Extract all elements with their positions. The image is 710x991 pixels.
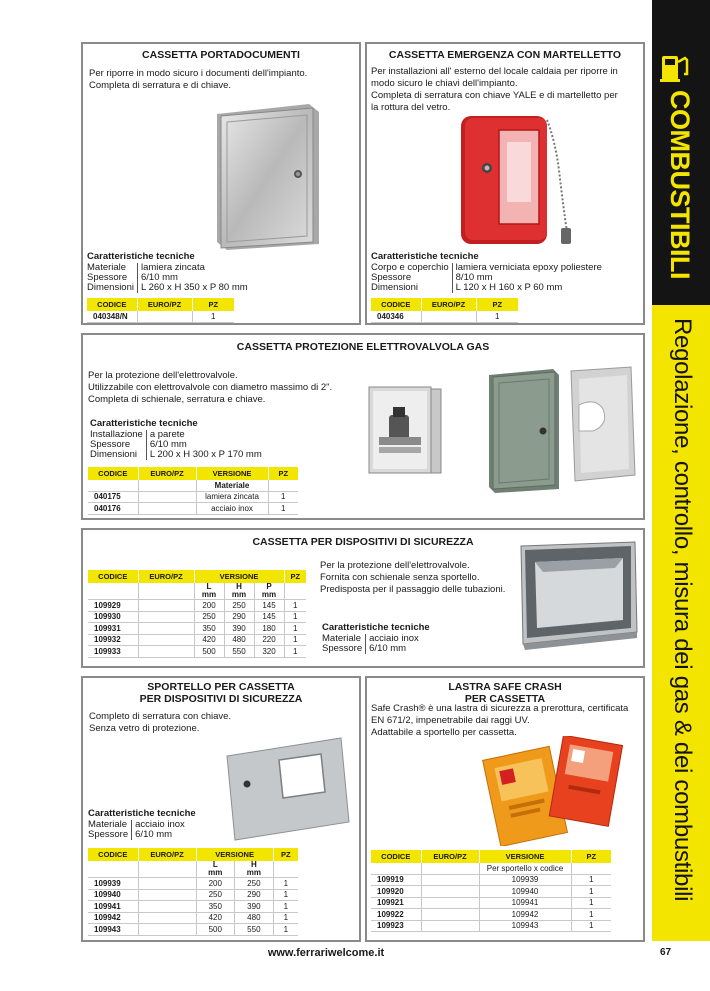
table-row: 109921 109941 1 <box>371 897 611 909</box>
product-table: CODICE EURO/PZ VERSIONE PZ L mm H mm P mm 109929 200 250 145 1 109930 250 290 145 1 109931 350 390 180 1 109932 420 480 220 1 109933 500 550 320 1 <box>88 570 306 658</box>
safety-box-image <box>511 540 641 652</box>
table-row: 109930 250 290 145 1 <box>88 611 306 623</box>
table-row: 109943 500 550 1 <box>88 924 298 936</box>
table-row: 109919 109939 1 <box>371 874 611 886</box>
section-title: COMBUSTIBILI <box>665 90 695 279</box>
product-title: CASSETTA EMERGENZA CON MARTELLETTO <box>388 49 622 61</box>
table-row: 040175 lamiera zincata 1 <box>88 491 298 503</box>
table-row: 109931 350 390 180 1 <box>88 623 306 635</box>
fuel-pump-icon <box>658 48 694 84</box>
page-number: 67 <box>660 947 672 958</box>
table-row: 109941 350 390 1 <box>88 901 298 913</box>
product-table: CODICE EURO/PZ PZ 040346 1 <box>371 298 518 323</box>
table-row: 109929 200 250 145 1 <box>88 600 306 612</box>
product-description: Per installazioni all' esterno del locale caldaia per riporre in modo sicuro le chiavi dell'impianto. Completa di serratura con chiave YALE e di martelletto per la rottura del vetro. <box>371 66 618 113</box>
emergency-box-image <box>455 110 575 250</box>
product-title: CASSETTA PER DISPOSITIVI DI SICUREZZA <box>252 536 474 548</box>
safe-crash-plates-image <box>477 736 627 846</box>
product-description: Completo di serratura con chiave. Senza vetro di protezione. <box>89 711 232 734</box>
tech-specs: Caratteristiche tecniche Materiale acciaio inox Spessore 6/10 mm <box>322 622 430 654</box>
table-row: 109922 109942 1 <box>371 909 611 921</box>
product-title: CASSETTA PROTEZIONE ELETTROVALVOLA GAS <box>236 341 490 353</box>
product-description: Per la protezione dell'elettrovalvole. Fornita con schienale senza sportello. Predisposta per il passaggio delle tubazioni. <box>320 560 506 595</box>
product-table: CODICE EURO/PZ PZ 040348/N 1 <box>87 298 234 323</box>
section-subtitle: Regolazione, controllo, misura dei gas & dei combustibili <box>669 318 696 902</box>
product-title: CASSETTA PORTADOCUMENTI <box>142 49 300 61</box>
product-description: Per la protezione dell'elettrovalvole. Utilizzabile con elettrovalvole con diametro massimo di 2". Completa di schienale, serratura e chiave. <box>88 370 333 405</box>
table-row: 109920 109940 1 <box>371 886 611 898</box>
product-box-sportello <box>81 676 361 942</box>
table-row: 109940 250 290 1 <box>88 889 298 901</box>
product-box-dispositivi <box>81 528 645 668</box>
tech-specs: Caratteristiche tecniche Installazione a parete Spessore 6/10 mm Dimensioni L 200 x H 300 x P 170 mm <box>90 418 262 460</box>
table-row: 040348/N 1 <box>87 311 234 323</box>
product-title: SPORTELLO PER CASSETTA PER DISPOSITIVI DI SICUREZZA <box>139 681 303 705</box>
table-row: 040346 1 <box>371 311 518 323</box>
tech-specs: Caratteristiche tecniche Materiale lamiera zincata Spessore 6/10 mm Dimensioni L 260 x H 350 x P 80 mm <box>87 251 248 293</box>
product-table: CODICE EURO/PZ VERSIONE PZ Materiale 040175 lamiera zincata 1 040176 acciaio inox 1 <box>88 467 298 515</box>
product-description: Safe Crash® è una lastra di sicurezza a prerottura, certificata EN 671/2, impenetrabile dai raggi UV. Adattabile a sportello per cassetta. <box>371 703 629 738</box>
valve-box-closed-image <box>483 365 643 495</box>
product-title: LASTRA SAFE CRASH PER CASSETTA <box>448 681 562 705</box>
table-row: 040176 acciaio inox 1 <box>88 503 298 515</box>
tech-specs: Caratteristiche tecniche Materiale acciaio inox Spessore 6/10 mm <box>88 808 196 840</box>
product-box-portadocumenti <box>81 42 361 325</box>
product-table: CODICE EURO/PZ VERSIONE PZ Per sportello x codice 109919 109939 1 109920 109940 1 109921 109941 1 109922 109942 1 109923 109943 1 <box>371 850 611 932</box>
product-box-elettrovalvola <box>81 333 645 520</box>
product-box-emergenza <box>365 42 645 325</box>
table-row: 109932 420 480 220 1 <box>88 634 306 646</box>
table-row: 109923 109943 1 <box>371 920 611 932</box>
product-box-safe-crash <box>365 676 645 942</box>
product-table: CODICE EURO/PZ VERSIONE PZ L mm H mm 109939 200 250 1 109940 250 290 1 109941 350 390 1 109942 420 480 1 109943 500 550 1 <box>88 848 298 936</box>
product-description: Per riporre in modo sicuro i documenti dell'impianto. Completa di serratura e di chiave. <box>89 68 308 91</box>
valve-box-open-image <box>367 385 445 477</box>
tech-specs: Caratteristiche tecniche Corpo e coperchio lamiera verniciata epoxy poliestere Spessore 8/10 mm Dimensioni L 120 x H 160 x P 60 mm <box>371 251 602 293</box>
footer-url[interactable]: www.ferrariwelcome.it <box>267 947 385 959</box>
table-row: 109942 420 480 1 <box>88 912 298 924</box>
table-row: 109939 200 250 1 <box>88 878 298 890</box>
table-row: 109933 500 550 320 1 <box>88 646 306 658</box>
door-panel-image <box>223 736 353 842</box>
document-box-image <box>213 102 323 252</box>
